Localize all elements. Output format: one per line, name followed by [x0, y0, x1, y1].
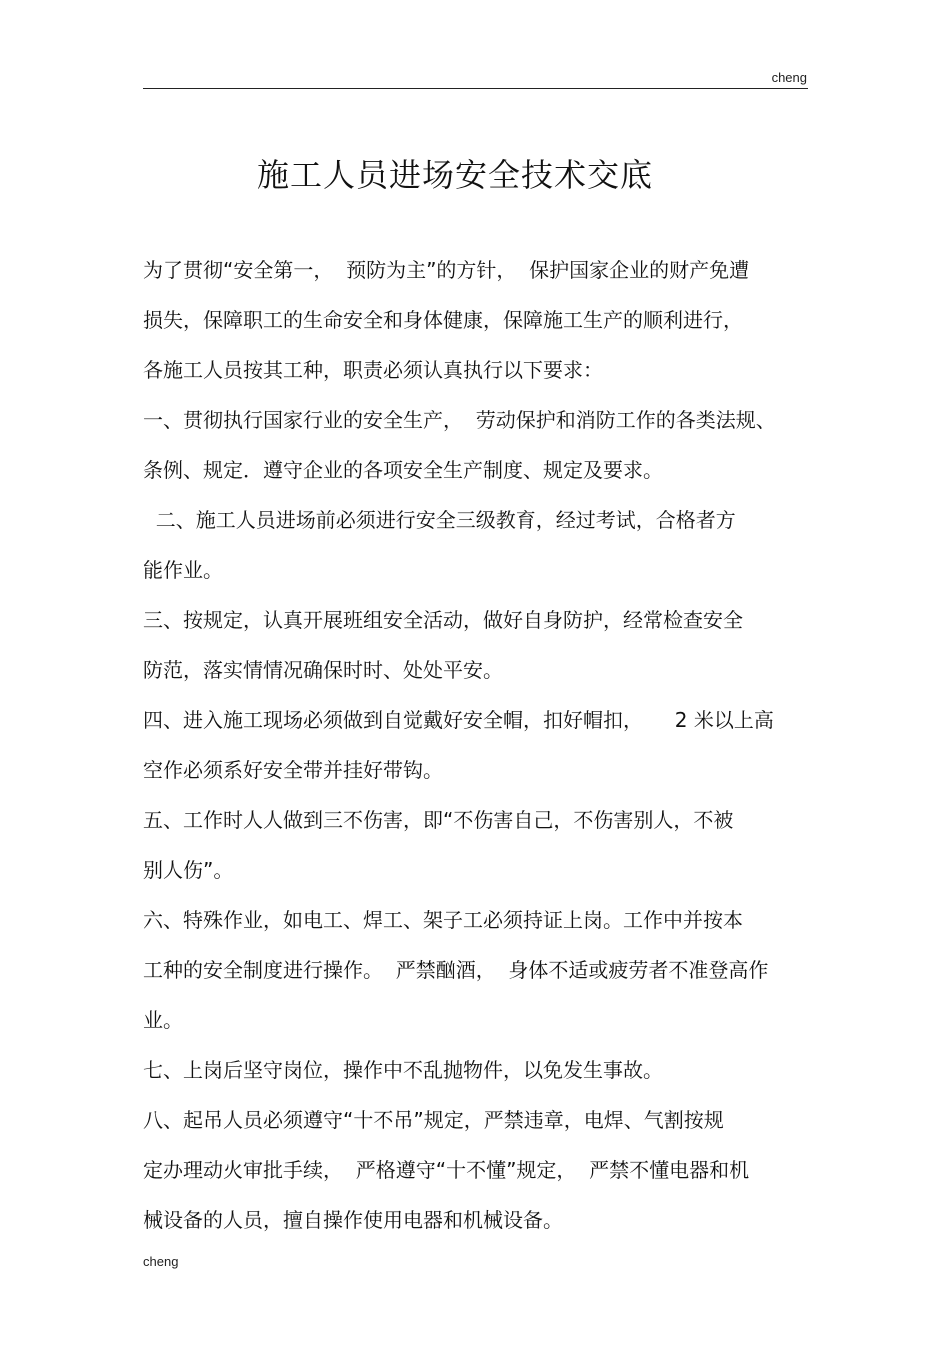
body-line: 一、贯彻执行国家行业的安全生产， 劳动保护和消防工作的各类法规、: [143, 408, 776, 432]
body-line: 六、特殊作业，如电工、焊工、架子工必须持证上岗。工作中并按本: [143, 908, 743, 932]
body-line: 能作业。: [143, 558, 223, 582]
body-line: 二、施工人员进场前必须进行安全三级教育，经过考试，合格者方: [143, 508, 736, 532]
body-line: 工种的安全制度进行操作。 严禁酗酒， 身体不适或疲劳者不准登高作: [143, 958, 769, 982]
document-title: 施工人员进场安全技术交底: [256, 156, 653, 194]
body-line: 三、按规定，认真开展班组安全活动，做好自身防护，经常检查安全: [143, 608, 743, 632]
body-line: 防范，落实情情况确保时时、处处平安。: [143, 658, 503, 682]
header-rule: [143, 88, 808, 89]
body-line: 业。: [143, 1008, 183, 1032]
body-line: 各施工人员按其工种，职责必须认真执行以下要求：: [143, 358, 603, 382]
body-line: 别人伤”。: [143, 858, 234, 882]
body-line: 四、进入施工现场必须做到自觉戴好安全帽，扣好帽扣， 2 米以上高: [143, 708, 774, 732]
body-line: 损失，保障职工的生命安全和身体健康，保障施工生产的顺利进行，: [143, 308, 743, 332]
body-line: 为了贯彻“安全第一， 预防为主”的方针， 保护国家企业的财产免遭: [143, 258, 750, 282]
body-line: 械设备的人员，擅自操作使用电器和机械设备。: [143, 1208, 563, 1232]
body-line: 八、起吊人员必须遵守“十不吊”规定，严禁违章，电焊、气割按规: [143, 1108, 724, 1132]
page-header-text: cheng: [771, 70, 807, 85]
body-line: 五、工作时人人做到三不伤害，即“不伤害自己，不伤害别人，不被: [143, 808, 734, 832]
page-footer-text: cheng: [143, 1254, 179, 1269]
body-line: 七、上岗后坚守岗位，操作中不乱抛物件，以免发生事故。: [143, 1058, 663, 1082]
body-line: 定办理动火审批手续， 严格遵守“十不懂”规定， 严禁不懂电器和机: [143, 1158, 750, 1182]
body-line: 空作必须系好安全带并挂好带钩。: [143, 758, 443, 782]
body-line: 条例、规定．遵守企业的各项安全生产制度、规定及要求。: [143, 458, 663, 482]
